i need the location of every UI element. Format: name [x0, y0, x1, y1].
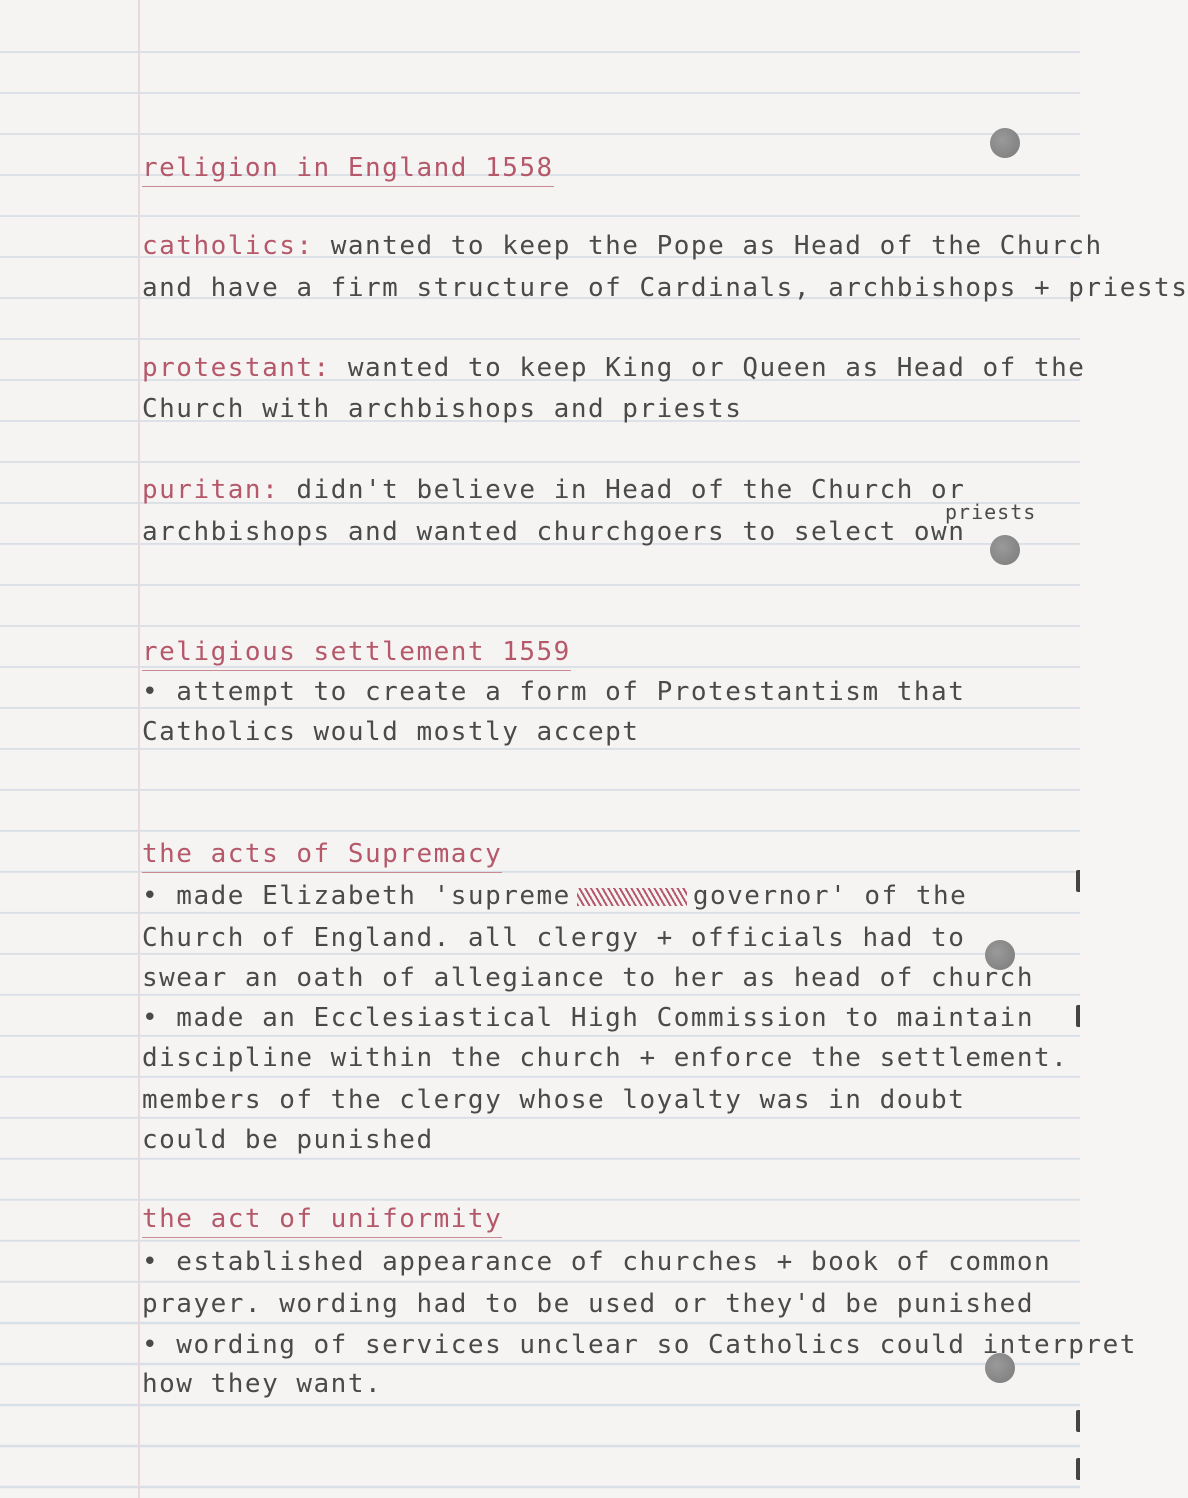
supremacy-line-4: • made an Ecclesiastical High Commission to maintain: [142, 1003, 1034, 1033]
supremacy-line-3: swear an oath of allegiance to her as head of church: [142, 963, 1034, 993]
settlement-line-2: Catholics would mostly accept: [142, 717, 640, 747]
catholics-line-2: and have a firm structure of Cardinals, archbishops + priests: [142, 273, 1188, 303]
uniformity-line-4: how they want.: [142, 1369, 383, 1399]
supremacy-line-6: members of the clergy whose loyalty was in doubt: [142, 1085, 966, 1115]
supremacy-line-7: could be punished: [142, 1125, 434, 1155]
uniformity-line-3: • wording of services unclear so Catholics could interpret: [142, 1330, 1137, 1360]
catholics-label: catholics:: [142, 231, 314, 261]
uniformity-title: the act of uniformity: [142, 1203, 502, 1238]
protestant-label: protestant:: [142, 353, 331, 383]
supremacy-line-1: [142, 880, 967, 912]
binder-edge-mark: [1076, 870, 1080, 892]
crossed-out-word: [577, 888, 687, 906]
supremacy-line-2: Church of England. all clergy + officials had to: [142, 923, 966, 953]
catholics-line-1: [142, 230, 1103, 262]
puritan-line-1: [142, 474, 965, 506]
protestant-line-2: Church with archbishops and priests: [142, 394, 743, 424]
punch-hole-top: [990, 128, 1020, 158]
protestant-text-1: wanted to keep King or Queen as Head of the: [330, 353, 1086, 383]
supremacy-line-5: discipline within the church + enforce the settlement.: [142, 1043, 1069, 1073]
supremacy-title: the acts of Supremacy: [142, 838, 502, 873]
catholics-text-1: wanted to keep the Pope as Head of the Church: [313, 231, 1103, 261]
uniformity-line-2: prayer. wording had to be used or they'd be punished: [142, 1289, 1034, 1319]
supremacy-text-1a: • made Elizabeth 'supreme: [142, 881, 571, 911]
punch-hole-upper-middle: [990, 535, 1020, 565]
puritan-insert-note: priests: [945, 500, 1037, 524]
uniformity-line-1: • established appearance of churches + book of common: [142, 1247, 1052, 1277]
puritan-text-1: didn't believe in Head of the Church or: [279, 475, 966, 505]
binder-edge-mark: [1076, 1005, 1080, 1027]
puritan-label: puritan:: [142, 475, 280, 505]
supremacy-text-1b: governor' of the: [692, 881, 968, 911]
page-title: religion in England 1558: [142, 152, 554, 187]
settlement-line-1: • attempt to create a form of Protestantism that: [142, 677, 966, 707]
binder-edge-mark: [1076, 1458, 1080, 1480]
protestant-line-1: [142, 352, 1085, 384]
margin-line: [138, 0, 140, 1498]
binder-edge-mark: [1076, 1410, 1080, 1432]
puritan-line-2: archbishops and wanted churchgoers to select own: [142, 517, 966, 547]
settlement-title: religious settlement 1559: [142, 636, 571, 671]
